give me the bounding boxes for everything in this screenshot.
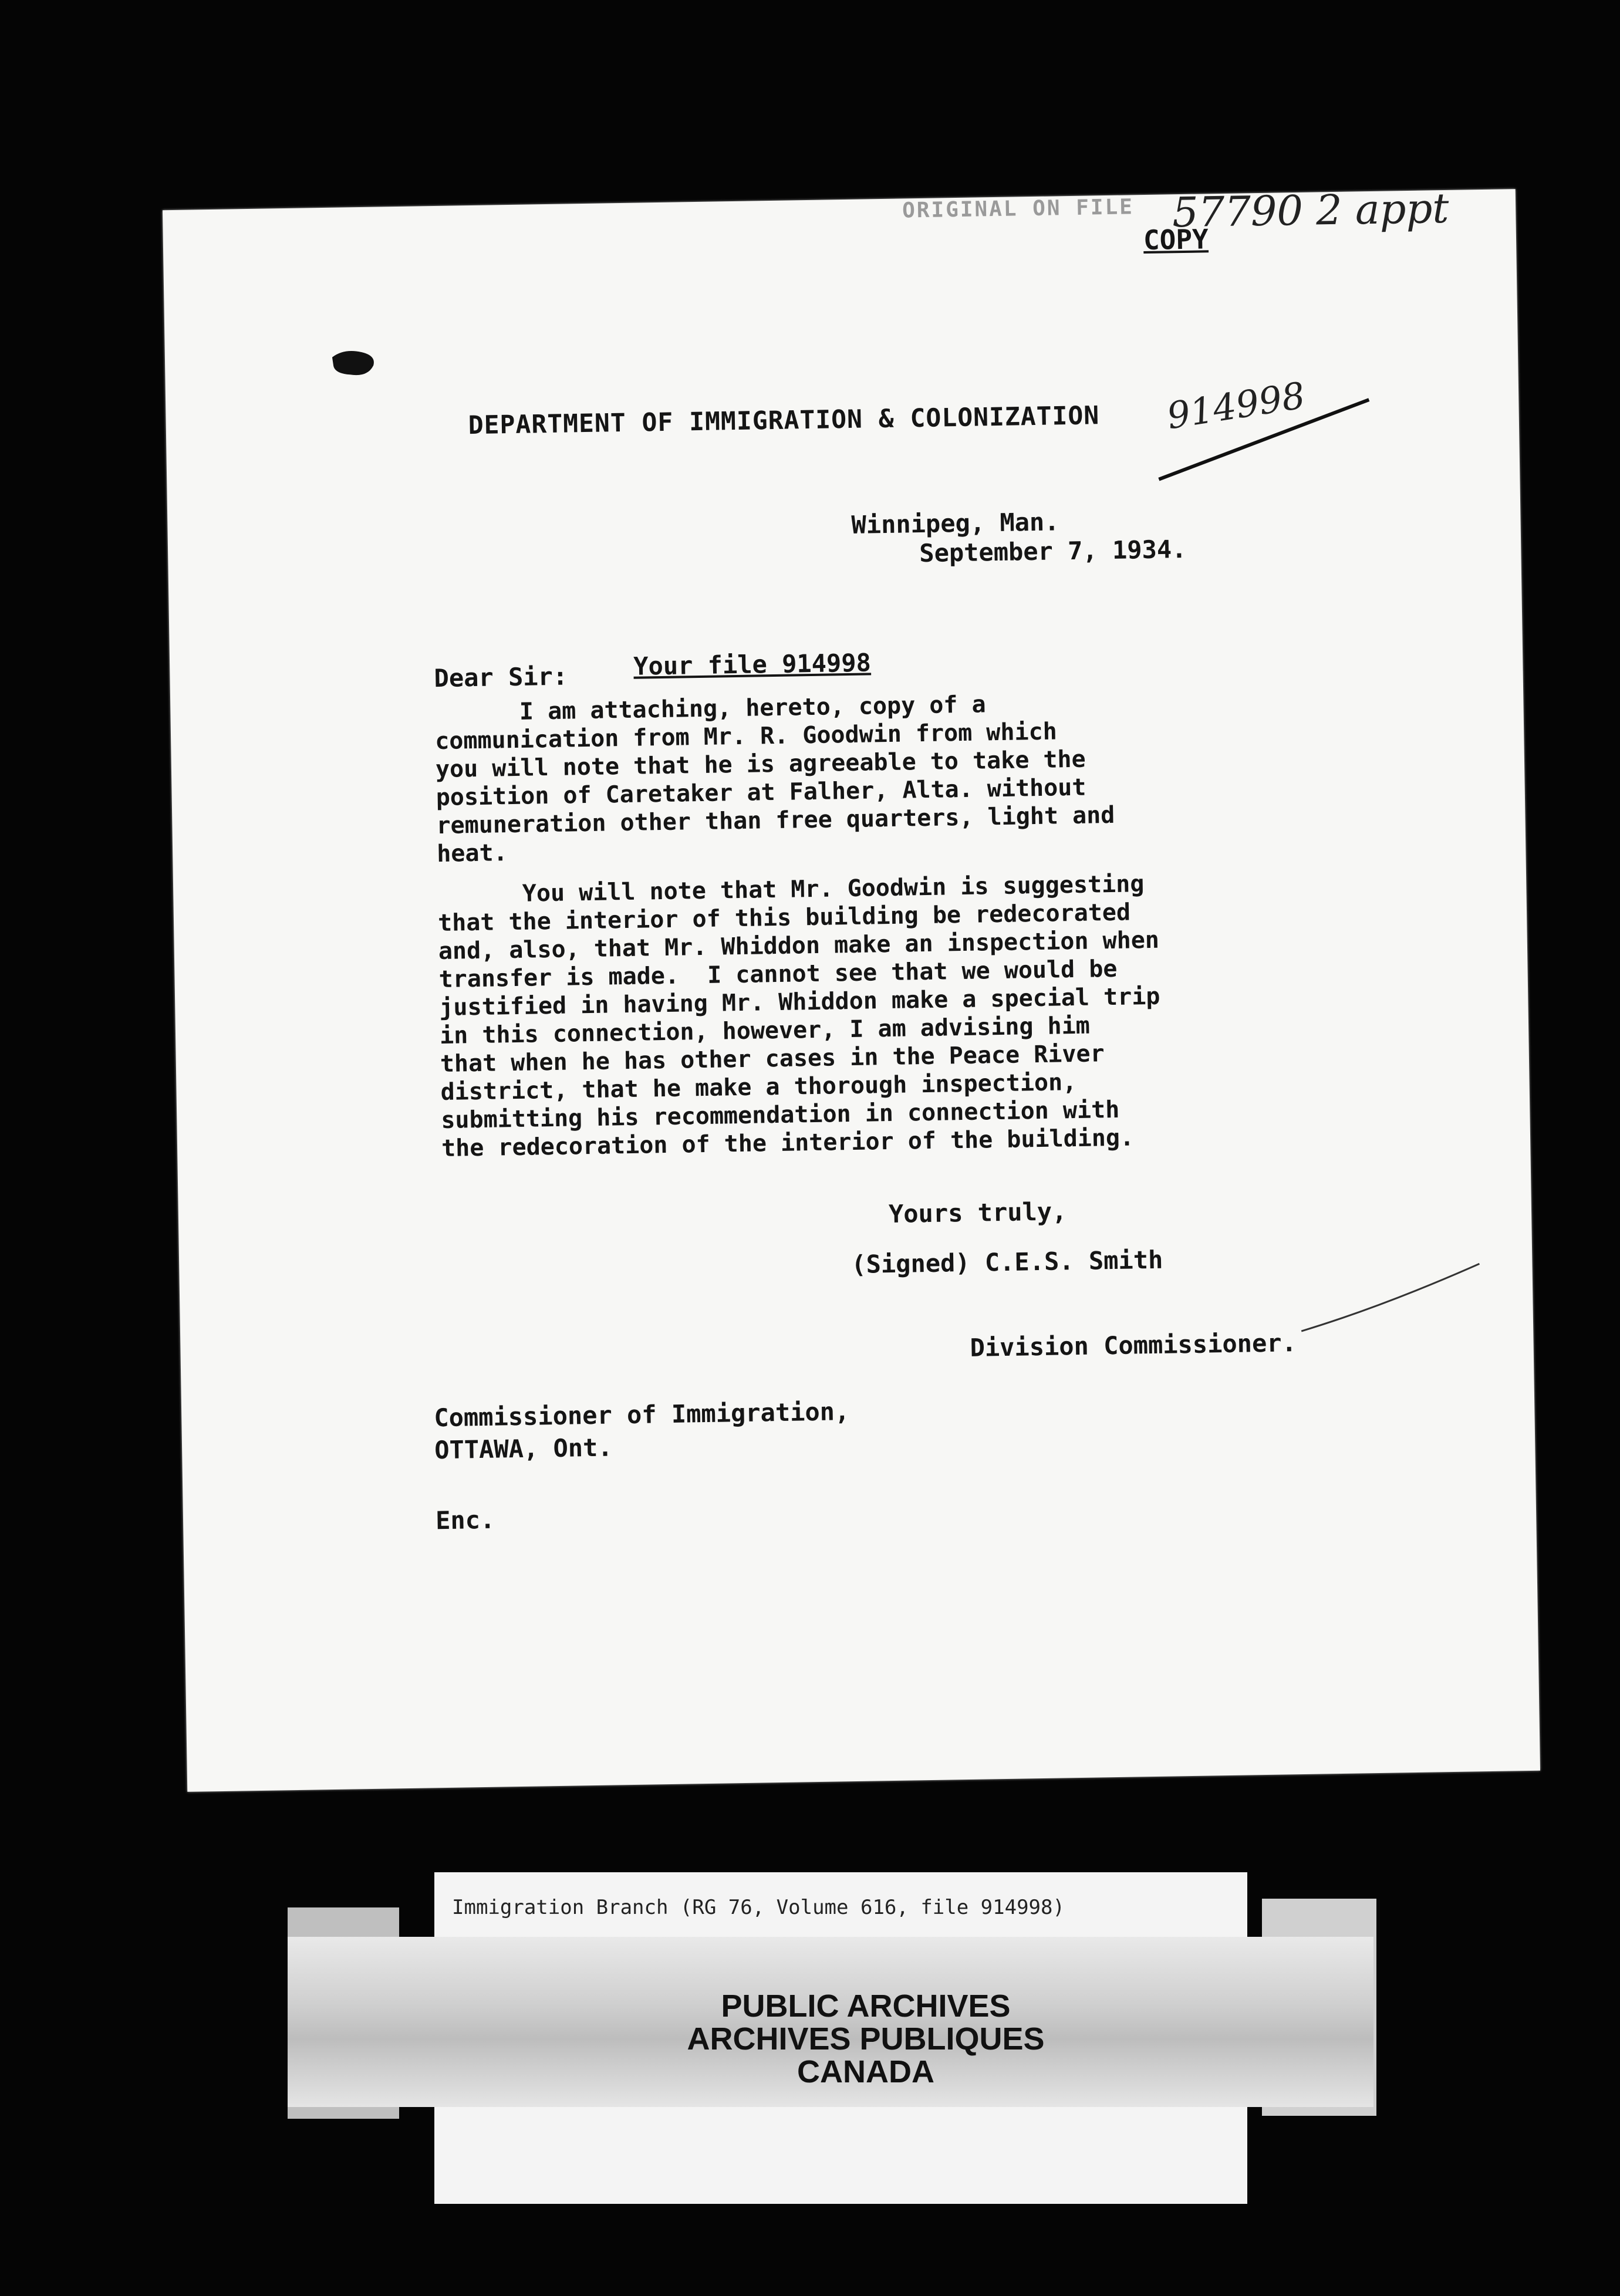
archive-label-line-2: ARCHIVES PUBLIQUES [687, 2021, 1045, 2057]
closing: Yours truly, [888, 1197, 1067, 1229]
handwritten-file-reference: 57790 2 appt [1172, 184, 1450, 237]
letter-place: Winnipeg, Man. [851, 507, 1059, 539]
signer-title: Division Commissioner. [970, 1328, 1297, 1362]
signature-line: (Signed) C.E.S. Smith [851, 1245, 1163, 1279]
handwritten-slash-mark [1152, 388, 1376, 485]
recipient-line-2: OTTAWA, Ont. [434, 1433, 613, 1465]
letter-date: September 7, 1934. [919, 534, 1187, 568]
salutation: Dear Sir: [434, 661, 568, 693]
subject-line: Your file 914998 [633, 648, 872, 681]
archive-stamp: ORIGINAL ON FILE [902, 195, 1135, 223]
archive-label [587, 1990, 1145, 2088]
enclosure-note: Enc. [435, 1505, 495, 1535]
pen-stroke-mark [1294, 1252, 1483, 1337]
copy-label: COPY [1143, 223, 1209, 256]
letter-page [163, 184, 1540, 1792]
recipient-line-1: Commissioner of Immigration, [433, 1397, 850, 1433]
ink-blot-mark [326, 345, 380, 381]
body-paragraph-1: I am attaching, hereto, copy of a communication from Mr. R. Goodwin from which you will note that he is agreeable to take the position of Caretaker at Falher, Alta. without remuneration other than free quarters, light and heat. [434, 691, 1115, 868]
archive-label-line-3: CANADA [797, 2054, 934, 2089]
archive-label-line-1: PUBLIC ARCHIVES [721, 1988, 1011, 2024]
handwritten-number: 914998 [1164, 373, 1308, 438]
body-paragraph-2: You will note that Mr. Goodwin is suggesting that the interior of this building be redecorated and, also, that Mr. Whiddon make an inspection when transfer is made. I cannot see that we would be justified in having Mr. Whiddon make a special trip in this connection, however, I am advising him that when he has other cases in the Peace River district, that he make a thorough inspection, submitting his recommendation in connection with the redecoration of the interior of the building. [437, 870, 1160, 1162]
department-heading: DEPARTMENT OF IMMIGRATION & COLONIZATION [468, 401, 1100, 441]
archive-citation: Immigration Branch (RG 76, Volume 616, file 914998) [452, 1896, 1065, 1919]
